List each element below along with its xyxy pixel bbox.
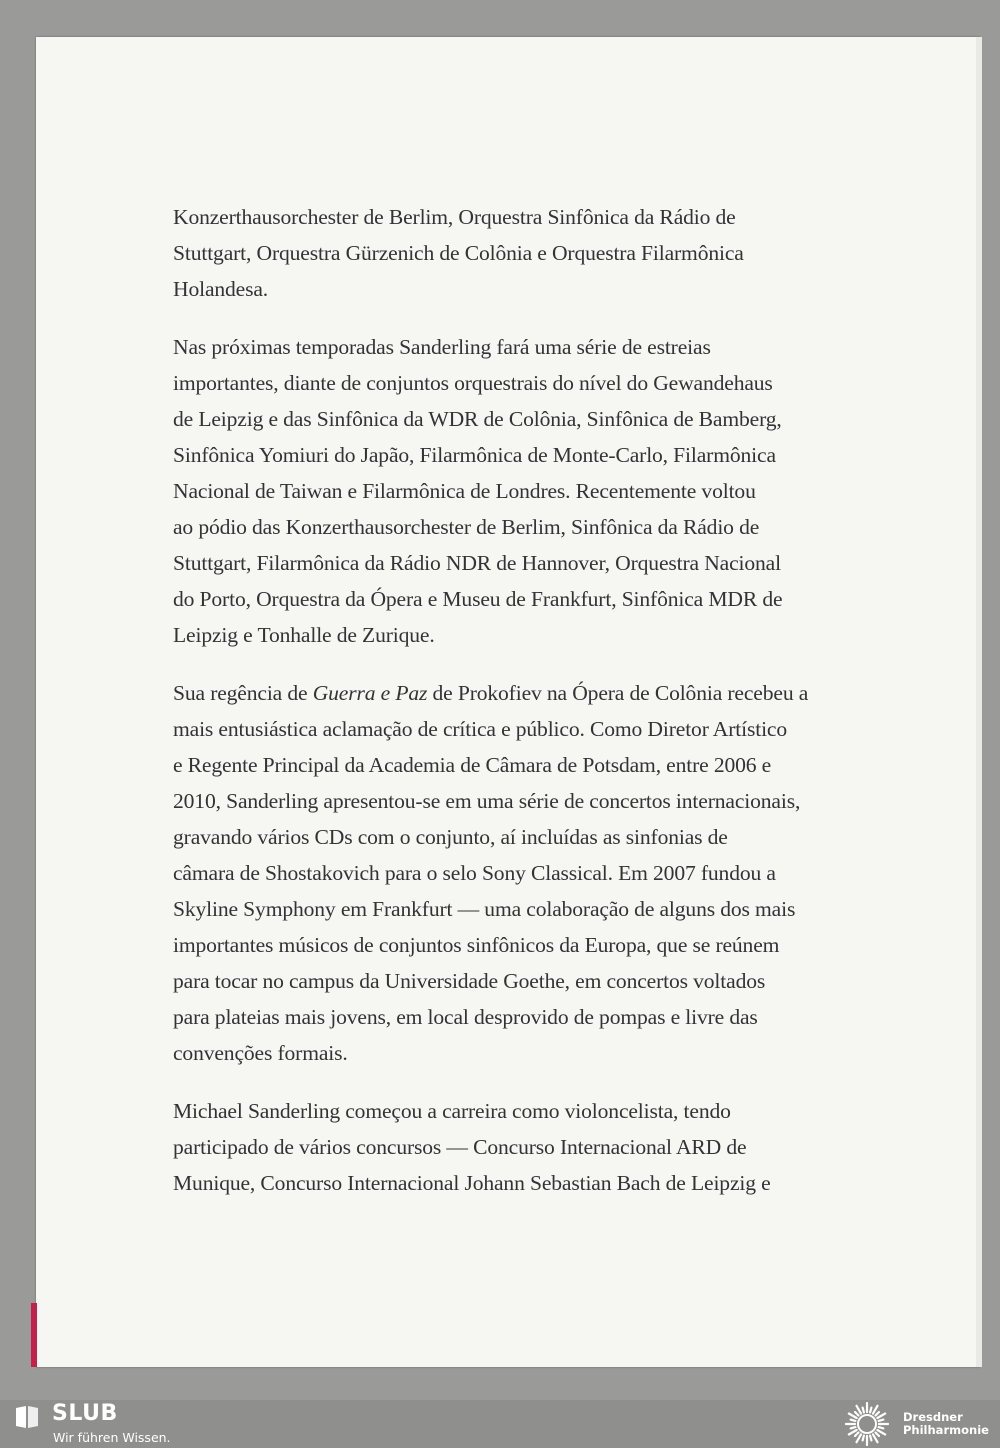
text-line: câmara de Shostakovich para o selo Sony Classical. Em 2007 fundou a [173,861,776,885]
paragraph-2 [173,329,873,653]
text-line: de Leipzig e das Sinfônica da WDR de Colônia, Sinfônica de Bamberg, [173,407,782,431]
text-line: Sinfônica Yomiuri do Japão, Filarmônica de Monte-Carlo, Filarmônica [173,443,776,467]
text-line: Holandesa. [173,277,269,301]
text-line: para tocar no campus da Universidade Goethe, em concertos voltados [173,969,766,993]
partner-name-line1: Dresdner [903,1410,963,1424]
partner-logo-text [903,1411,989,1437]
text-run: de Prokofiev na Ópera de Colônia recebeu a [427,681,809,705]
work-title: Guerra e Paz [312,681,428,705]
body-text [173,199,873,1223]
sunburst-ray [857,1434,862,1442]
sunburst-ray [851,1427,856,1428]
sunburst-ray [873,1434,878,1442]
sunburst-ray [849,1414,857,1419]
text-line [173,675,873,711]
text-line: Leipzig e Tonhalle de Zurique. [173,623,435,647]
sunburst-ray [855,1412,859,1416]
text-line: mais entusiástica aclamação de crítica e público. Como Diretor Artístico [173,717,788,741]
sunburst-ray [875,1432,879,1436]
text-line: Skyline Symphony em Frankfurt — uma colaboração de alguns dos mais [173,897,796,921]
sunburst-ray [851,1420,856,1421]
sunburst-ray [879,1427,884,1428]
text-line: gravando vários CDs com o conjunto, aí incluídas as sinfonias de [173,825,728,849]
slub-logo-name: SLUB [52,1401,118,1426]
text-line: ao pódio das Konzerthausorchester de Berlim, Sinfônica da Rádio de [173,515,760,539]
sunburst-ray [870,1408,871,1413]
text-line: participado de vários concursos — Concurso Internacional ARD de [173,1135,747,1159]
text-line: Munique, Concurso Internacional Johann Sebastian Bach de Leipzig e [173,1171,771,1195]
sunburst-ray [855,1432,859,1436]
text-line: importantes músicos de conjuntos sinfônicos da Europa, que se reúnem [173,933,780,957]
sunburst-ray [875,1412,879,1416]
sunburst-ray [877,1414,885,1419]
page-edge [976,37,982,1367]
partner-name-line2: Philharmonie [903,1423,989,1437]
text-line: Michael Sanderling começou a carreira como violoncelista, tendo [173,1099,731,1123]
text-line: do Porto, Orquestra da Ópera e Museu de Frankfurt, Sinfônica MDR de [173,587,783,611]
sunburst-ray [873,1406,878,1414]
text-line: convenções formais. [173,1041,348,1065]
sunburst-ray [870,1436,871,1441]
text-run: Sua regência de [173,681,313,705]
paragraph-3 [173,675,873,1071]
text-line: importantes, diante de conjuntos orquestrais do nível do Gewandehaus [173,371,773,395]
paragraph-4 [173,1093,873,1201]
text-line: 2010, Sanderling apresentou-se em uma série de concertos internacionais, [173,789,801,813]
sunburst-ray [857,1406,862,1414]
text-line: Nacional de Taiwan e Filarmônica de Londres. Recentemente voltou [173,479,756,503]
text-line: Nas próximas temporadas Sanderling fará uma série de estreias [173,335,711,359]
text-line: Konzerthausorchester de Berlim, Orquestra Sinfônica da Rádio de [173,205,736,229]
sunburst-logo-icon [842,1402,892,1446]
text-line: para plateias mais jovens, em local desprovido de pompas e livre das [173,1005,758,1029]
text-line: Stuttgart, Orquestra Gürzenich de Colônia e Orquestra Filarmônica [173,241,744,265]
sunburst-ray [849,1430,857,1435]
text-line: e Regente Principal da Academia de Câmara de Potsdam, entre 2006 e [173,753,772,777]
slub-book-icon [14,1404,40,1430]
accent-strip [31,1303,37,1367]
sunburst-ray [879,1420,884,1421]
sunburst-ray [863,1408,864,1413]
slub-slogan: Wir führen Wissen. [53,1430,171,1445]
text-line: Stuttgart, Filarmônica da Rádio NDR de Hannover, Orquestra Nacional [173,551,781,575]
sunburst-ray [863,1436,864,1441]
sunburst-ray [877,1430,885,1435]
paragraph-1 [173,199,873,307]
